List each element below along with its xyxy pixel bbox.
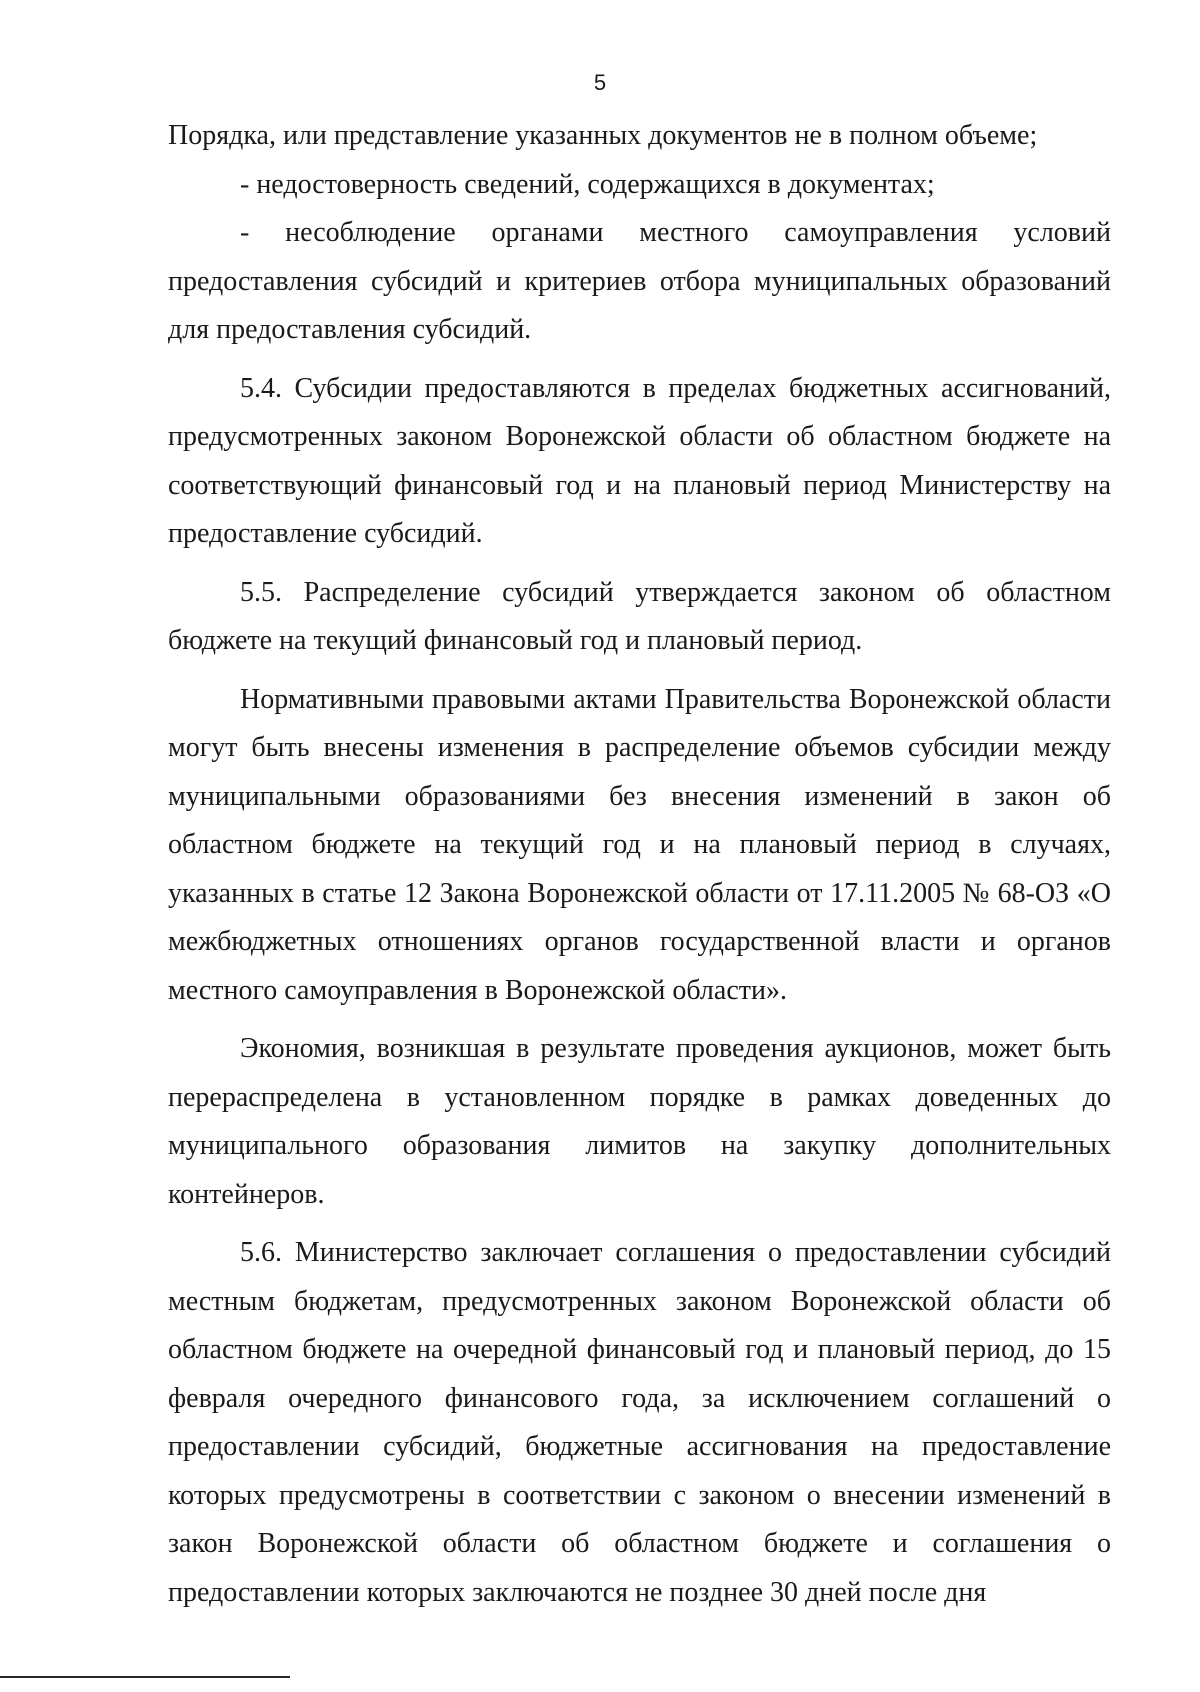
paragraph-continuation: Порядка, или представление указанных документов не в полном объеме; <box>168 120 1038 151</box>
bottom-rule <box>0 1676 290 1678</box>
document-body <box>168 112 1111 1617</box>
paragraph-5-5: 5.5. Распределение субсидий утверждается законом об областном бюджете на текущий финансовый год и плановый период. <box>168 576 1111 656</box>
paragraph-savings: Экономия, возникшая в результате проведения аукционов, может быть перераспределена в установленном порядке в рамках доведенных до муниципального образования лимитов на закупку дополнительных контейнеров. <box>168 1033 1111 1210</box>
page-number: 5 <box>593 70 607 95</box>
list-item-unreliable-info: - недостоверность сведений, содержащихся в документах; <box>240 168 935 200</box>
paragraph-5-6: 5.6. Министерство заключает соглашения о предоставлении субсидий местным бюджетам, предусмотренных законом Воронежской области об областном бюджете на очередной финансовый год и плановый период, до 15 февраля очередного финансового года, за исключением соглашений о предоставлении субсидий, бюджетные ассигнования на предоставление которых предусмотрены в соответствии с законом о внесении изменений в закон Воронежской области об областном бюджете и соглашения о предоставлении которых заключаются не позднее 30 дней после дня <box>168 1237 1111 1608</box>
paragraph-5-4: 5.4. Субсидии предоставляются в пределах бюджетных ассигнований, предусмотренных законом Воронежской области об областном бюджете на соответствующий финансовый год и на плановый период Министерству на предоставление субсидий. <box>168 372 1111 549</box>
list-item-noncompliance: - несоблюдение органами местного самоуправления условий предоставления субсидий и критериев отбора муниципальных образований для предоставления субсидий. <box>168 217 1111 345</box>
paragraph-normative-acts: Нормативными правовыми актами Правительства Воронежской области могут быть внесены изменения в распределение объемов субсидии между муниципальными образованиями без внесения изменений в закон об областном бюджете на текущий год и на плановый период в случаях, указанных в статье 12 Закона Воронежской области от 17.11.2005 № 68-ОЗ «О межбюджетных отношениях органов государственной власти и органов местного самоуправления в Воронежской области». <box>168 683 1111 1006</box>
